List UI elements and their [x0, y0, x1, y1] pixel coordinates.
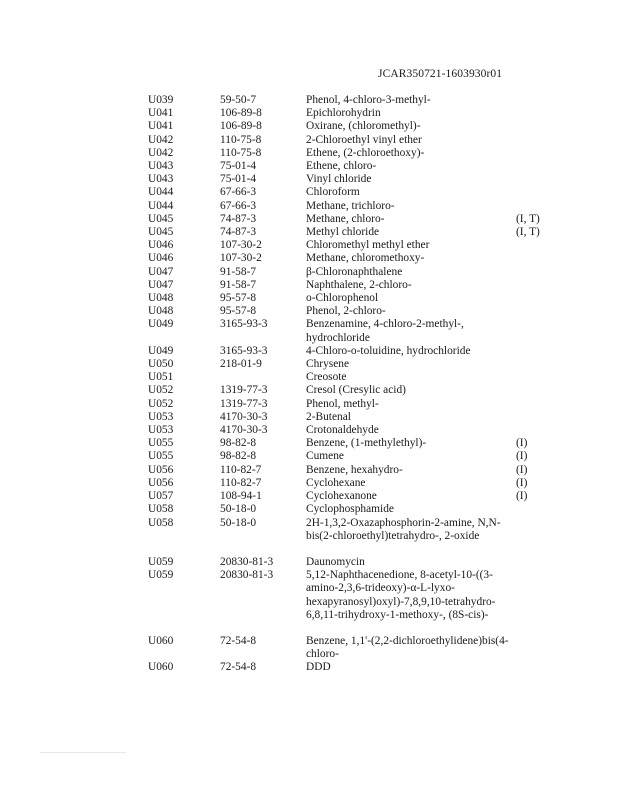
table-row [148, 305, 540, 318]
chemical-name-cell: Benzene, hexahydro- [306, 463, 403, 476]
table-row [148, 120, 540, 133]
footer-rule [40, 752, 126, 753]
waste-code-cell: U052 [148, 397, 174, 410]
waste-code-cell: U053 [148, 424, 174, 437]
chemical-name-cell: 2-Butenal [306, 410, 351, 423]
hazard-code-cell: (I) [516, 450, 528, 463]
table-row [148, 345, 540, 358]
cas-number-cell: 91-58-7 [220, 265, 257, 278]
chemical-name-cell: Benzene, (1-methylethyl)- [306, 437, 427, 450]
waste-code-cell: U050 [148, 358, 174, 371]
hazard-code-cell [516, 503, 540, 516]
cas-number-cell: 110-75-8 [220, 133, 262, 146]
cas-number-cell: 59-50-7 [220, 94, 257, 106]
hazard-code-cell [516, 345, 540, 358]
table-row [148, 411, 540, 424]
chemical-name-cell: Cyclohexane [306, 476, 366, 489]
cas-number-cell: 72-54-8 [220, 634, 257, 647]
waste-code-cell: U047 [148, 278, 174, 291]
cas-number-cell: 108-94-1 [220, 490, 262, 503]
hazard-code-cell [516, 173, 540, 186]
table-row [148, 464, 540, 477]
chemical-name-cell: Methyl chloride [306, 226, 380, 239]
hazard-code-cell: (I) [516, 437, 528, 450]
hazard-code-cell [516, 279, 540, 292]
table-row [148, 213, 540, 226]
waste-code-cell: U055 [148, 437, 174, 450]
cas-number-cell: 67-66-3 [220, 199, 257, 212]
chemical-name-cell: Chloroform [306, 186, 360, 199]
hazard-code-cell [516, 160, 540, 173]
hazard-code-cell [516, 371, 540, 384]
waste-code-cell: U046 [148, 239, 174, 252]
hazard-code-cell: (I, T) [516, 226, 540, 239]
hazard-code-cell: (I, T) [516, 212, 540, 225]
hazard-code-cell [516, 94, 540, 107]
chemical-name-cell: Phenol, methyl- [306, 397, 379, 410]
table-row [148, 266, 540, 279]
chemical-name-cell: Methane, chloromethoxy- [306, 252, 425, 265]
cas-number-cell: 4170-30-3 [220, 424, 268, 437]
chemical-name-cell: Benzenamine, 4-chloro-2-methyl-, hydrochloride [306, 318, 464, 344]
cas-number-cell: 110-82-7 [220, 463, 262, 476]
cas-number-cell: 20830-81-3 [220, 555, 274, 568]
waste-code-cell: U049 [148, 344, 174, 357]
chemical-name-cell: Methane, trichloro- [306, 199, 395, 212]
chemical-name-cell: Ethene, chloro- [306, 160, 377, 173]
cas-number-cell: 75-01-4 [220, 173, 257, 186]
chemical-name-cell: β-Chloronaphthalene [306, 265, 403, 278]
table-row [148, 517, 540, 556]
hazard-code-cell: (I) [516, 476, 528, 489]
table-row [148, 424, 540, 437]
waste-code-cell: U059 [148, 555, 174, 568]
table-row [148, 147, 540, 160]
chemical-name-cell: Methane, chloro- [306, 212, 385, 225]
chemical-name-cell: Vinyl chloride [306, 173, 372, 186]
waste-code-cell: U041 [148, 120, 174, 133]
waste-code-cell: U056 [148, 476, 174, 489]
hazard-code-cell: (I) [516, 490, 528, 503]
table-row [148, 292, 540, 305]
chemical-name-cell: o-Chlorophenol [306, 292, 379, 305]
waste-code-cell: U053 [148, 410, 174, 423]
table-row [148, 635, 540, 661]
cas-number-cell: 218-01-9 [220, 358, 262, 371]
table-row [148, 477, 540, 490]
cas-number-cell: 67-66-3 [220, 186, 257, 199]
hazard-code-cell [516, 424, 540, 437]
chemical-name-cell: 5,12-Naphthacenedione, 8-acetyl-10-((3-amino-2,3,6-trideoxy)-α-L-lyxo-hexapyranosyl)oxyl)-7,8,9,10-tetrahydro-6,8,11-trihydroxy-1-methoxy-, (8S-cis)- [306, 569, 496, 621]
hazard-code-cell [516, 292, 540, 305]
chemical-name-cell: Epichlorohydrin [306, 107, 381, 120]
table-row [148, 252, 540, 265]
cas-number-cell: 106-89-8 [220, 107, 262, 120]
cas-number-cell: 107-30-2 [220, 252, 262, 265]
hazard-code-cell [516, 635, 540, 661]
cas-number-cell: 74-87-3 [220, 226, 257, 239]
hazard-code-cell [516, 200, 540, 213]
waste-code-cell: U048 [148, 305, 174, 318]
hazard-code-cell [516, 305, 540, 318]
hazard-code-cell [516, 147, 540, 160]
cas-number-cell: 110-82-7 [220, 476, 262, 489]
hazard-code-cell [516, 358, 540, 371]
table-row [148, 134, 540, 147]
chemical-name-cell: Crotonaldehyde [306, 424, 379, 437]
chemical-name-cell: Chrysene [306, 358, 350, 371]
table-row [148, 371, 540, 384]
table-row [148, 279, 540, 292]
hazard-code-cell [516, 411, 540, 424]
table-row [148, 318, 540, 344]
chemical-name-cell: Cyclohexanone [306, 490, 377, 503]
waste-code-cell: U042 [148, 133, 174, 146]
table-row [148, 384, 540, 397]
waste-code-cell: U056 [148, 463, 174, 476]
chemical-name-cell: 4-Chloro-o-toluidine, hydrochloride [306, 344, 471, 357]
table-row [148, 173, 540, 186]
waste-code-cell: U046 [148, 252, 174, 265]
table-row [148, 226, 540, 239]
chemical-name-cell: Creosote [306, 371, 347, 384]
table-row [148, 398, 540, 411]
waste-code-cell: U048 [148, 292, 174, 305]
chemical-name-cell: Ethene, (2-chloroethoxy)- [306, 146, 425, 159]
cas-number-cell: 95-57-8 [220, 292, 257, 305]
chemical-name-cell: DDD [306, 661, 331, 674]
table-row [148, 569, 540, 635]
table-row [148, 186, 540, 199]
table-row [148, 107, 540, 120]
chemical-name-cell: Naphthalene, 2-chloro- [306, 278, 412, 291]
waste-code-cell: U041 [148, 107, 174, 120]
waste-code-cell: U060 [148, 634, 174, 647]
cas-number-cell: 91-58-7 [220, 278, 257, 291]
cas-number-cell: 1319-77-3 [220, 384, 268, 397]
cas-number-cell: 75-01-4 [220, 160, 257, 173]
table-row [148, 490, 540, 503]
waste-code-cell: U055 [148, 450, 174, 463]
cas-number-cell: 4170-30-3 [220, 410, 268, 423]
waste-code-cell: U049 [148, 318, 174, 331]
waste-code-cell: U043 [148, 173, 174, 186]
cas-number-cell: 50-18-0 [220, 516, 257, 529]
waste-code-cell: U052 [148, 384, 174, 397]
table-row [148, 94, 540, 107]
chemical-name-cell: Daunomycin [306, 555, 365, 568]
cas-number-cell [220, 371, 306, 384]
hazard-code-cell [516, 661, 540, 674]
cas-number-cell: 3165-93-3 [220, 344, 268, 357]
hazard-code-cell [516, 517, 540, 556]
chemical-name-cell: Chloromethyl methyl ether [306, 239, 430, 252]
hazard-code-cell [516, 384, 540, 397]
chemical-name-cell: 2H-1,3,2-Oxazaphosphorin-2-amine, N,N-bis(2-chloroethyl)tetrahydro-, 2-oxide [306, 516, 501, 542]
cas-number-cell: 98-82-8 [220, 450, 257, 463]
table-row [148, 450, 540, 463]
chemical-name-cell: Cumene [306, 450, 344, 463]
cas-number-cell: 110-75-8 [220, 146, 262, 159]
chemical-name-cell: Phenol, 4-chloro-3-methyl- [306, 94, 431, 106]
waste-code-cell: U058 [148, 503, 174, 516]
hazard-code-cell [516, 107, 540, 120]
document-id: JCAR350721-1603930r01 [378, 68, 503, 80]
waste-code-cell: U042 [148, 146, 174, 159]
hazard-code-cell [516, 556, 540, 569]
chemical-name-cell: Oxirane, (chloromethyl)- [306, 120, 421, 133]
cas-number-cell: 1319-77-3 [220, 397, 268, 410]
waste-code-cell: U060 [148, 661, 174, 674]
table-row [148, 160, 540, 173]
table-row [148, 200, 540, 213]
hazard-code-cell [516, 239, 540, 252]
cas-number-cell: 72-54-8 [220, 661, 257, 674]
waste-code-cell: U059 [148, 569, 174, 582]
cas-number-cell: 74-87-3 [220, 212, 257, 225]
chemical-name-cell: Cyclophosphamide [306, 503, 394, 516]
waste-code-cell: U057 [148, 490, 174, 503]
hazard-code-cell [516, 252, 540, 265]
cas-number-cell: 50-18-0 [220, 503, 257, 516]
hazard-code-cell [516, 186, 540, 199]
table-row [148, 503, 540, 516]
chemical-name-cell: Benzene, 1,1'-(2,2-dichloroethylidene)bis(4-chloro- [306, 634, 509, 661]
hazard-code-cell [516, 120, 540, 133]
table-body [148, 94, 540, 675]
hazard-code-cell: (I) [516, 463, 528, 476]
cas-number-cell: 3165-93-3 [220, 318, 268, 331]
waste-code-cell: U044 [148, 199, 174, 212]
hazardous-waste-table [148, 94, 540, 675]
table-row [148, 358, 540, 371]
waste-code-cell: U047 [148, 265, 174, 278]
chemical-name-cell: Cresol (Cresylic acid) [306, 384, 406, 397]
hazard-code-cell [516, 134, 540, 147]
waste-code-cell: U044 [148, 186, 174, 199]
hazard-code-cell [516, 569, 540, 635]
waste-code-cell: U045 [148, 226, 174, 239]
cas-number-cell: 20830-81-3 [220, 569, 274, 582]
hazard-code-cell [516, 266, 540, 279]
waste-code-cell: U043 [148, 160, 174, 173]
table-row [148, 556, 540, 569]
chemical-name-cell: Phenol, 2-chloro- [306, 305, 386, 318]
cas-number-cell: 107-30-2 [220, 239, 262, 252]
waste-code-cell: U039 [148, 94, 174, 106]
waste-code-cell: U058 [148, 516, 174, 529]
table-row [148, 437, 540, 450]
table-row [148, 661, 540, 674]
waste-code-cell: U045 [148, 212, 174, 225]
waste-code-cell: U051 [148, 371, 174, 384]
cas-number-cell: 95-57-8 [220, 305, 257, 318]
chemical-name-cell: 2-Chloroethyl vinyl ether [306, 133, 422, 146]
cas-number-cell: 98-82-8 [220, 437, 257, 450]
cas-number-cell: 106-89-8 [220, 120, 262, 133]
hazard-code-cell [516, 398, 540, 411]
hazard-code-cell [516, 318, 540, 344]
table-row [148, 239, 540, 252]
